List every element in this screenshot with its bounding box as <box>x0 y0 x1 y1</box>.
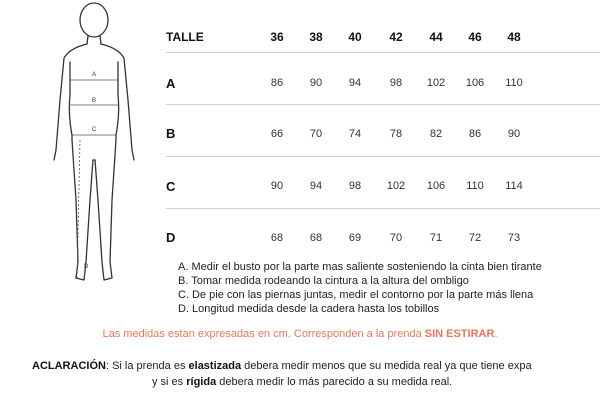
row-label-d: D <box>166 230 176 245</box>
size-col-36: 36 <box>270 30 284 44</box>
note-d: D. Longitud medida desde la cadera hasta los tobillos <box>178 303 440 315</box>
cell-c-38: 94 <box>309 180 323 192</box>
cell-d-38: 68 <box>309 232 323 244</box>
cell-b-48: 90 <box>507 128 521 140</box>
size-col-38: 38 <box>309 30 323 44</box>
cell-a-42: 98 <box>389 77 403 89</box>
clarification-text: y si es <box>152 376 187 388</box>
cell-b-40: 74 <box>348 128 362 140</box>
divider <box>166 208 600 209</box>
cell-c-46: 110 <box>466 180 484 192</box>
cell-d-36: 68 <box>270 232 284 244</box>
marker-a: A <box>92 72 97 78</box>
measurement-disclaimer <box>0 328 600 340</box>
cell-c-48: 114 <box>505 180 523 192</box>
clarification-line-2 <box>152 376 452 388</box>
clarification-label: ACLARACIÓN <box>32 360 106 372</box>
note-b: B. Tomar medida rodeando la cintura a la altura del ombligo <box>178 275 469 287</box>
clarification-text: debera medir menos que su medida real ya que tiene expa <box>241 360 532 372</box>
size-header-label: TALLE <box>166 30 204 44</box>
cell-b-46: 86 <box>468 128 482 140</box>
cell-c-42: 102 <box>386 180 406 192</box>
size-col-46: 46 <box>468 30 482 44</box>
size-col-48: 48 <box>507 30 521 44</box>
cell-b-44: 82 <box>429 128 443 140</box>
cell-c-44: 106 <box>426 180 446 192</box>
clarification-text: debera medir lo más parecido a su medida real. <box>216 376 453 388</box>
clarification-line-1 <box>32 360 532 372</box>
note-c: C. De pie con las piernas juntas, medir el contorno por la parte más llena <box>178 289 534 301</box>
marker-d: D <box>84 264 89 270</box>
cell-a-40: 94 <box>348 77 362 89</box>
disclaimer-end: . <box>494 328 498 340</box>
cell-a-38: 90 <box>309 77 323 89</box>
size-col-40: 40 <box>348 30 362 44</box>
cell-b-42: 78 <box>389 128 403 140</box>
cell-d-42: 70 <box>389 232 403 244</box>
clarification-elastizada: elastizada <box>188 360 242 372</box>
divider <box>166 156 600 157</box>
disclaimer-emphasis: SIN ESTIRAR <box>424 328 495 340</box>
row-label-a: A <box>166 76 176 91</box>
marker-c: C <box>92 127 97 133</box>
clarification-rigida: rígida <box>186 376 217 388</box>
cell-a-46: 106 <box>465 77 485 89</box>
row-label-c: C <box>166 179 176 194</box>
size-col-42: 42 <box>389 30 403 44</box>
disclaimer-text: Las medidas estan expresadas en cm. Corresponden a la prenda <box>102 328 425 340</box>
cell-d-48: 73 <box>507 232 521 244</box>
cell-a-36: 86 <box>270 77 284 89</box>
cell-b-38: 70 <box>309 128 323 140</box>
body-measurement-figure <box>40 0 150 290</box>
cell-a-48: 110 <box>505 77 523 89</box>
marker-b: B <box>92 98 97 104</box>
cell-c-40: 98 <box>348 180 362 192</box>
cell-d-40: 69 <box>348 232 362 244</box>
cell-a-44: 102 <box>426 77 446 89</box>
size-col-44: 44 <box>429 30 443 44</box>
divider <box>166 104 600 105</box>
row-label-b: B <box>166 126 176 141</box>
cell-d-46: 72 <box>468 232 482 244</box>
divider <box>166 52 600 53</box>
cell-b-36: 66 <box>270 128 284 140</box>
clarification-text: : Si la prenda es <box>105 360 189 372</box>
cell-c-36: 90 <box>270 180 284 192</box>
note-a: A. Medir el busto por la parte mas saliente sosteniendo la cinta bien tirante <box>178 261 542 273</box>
cell-d-44: 71 <box>429 232 443 244</box>
